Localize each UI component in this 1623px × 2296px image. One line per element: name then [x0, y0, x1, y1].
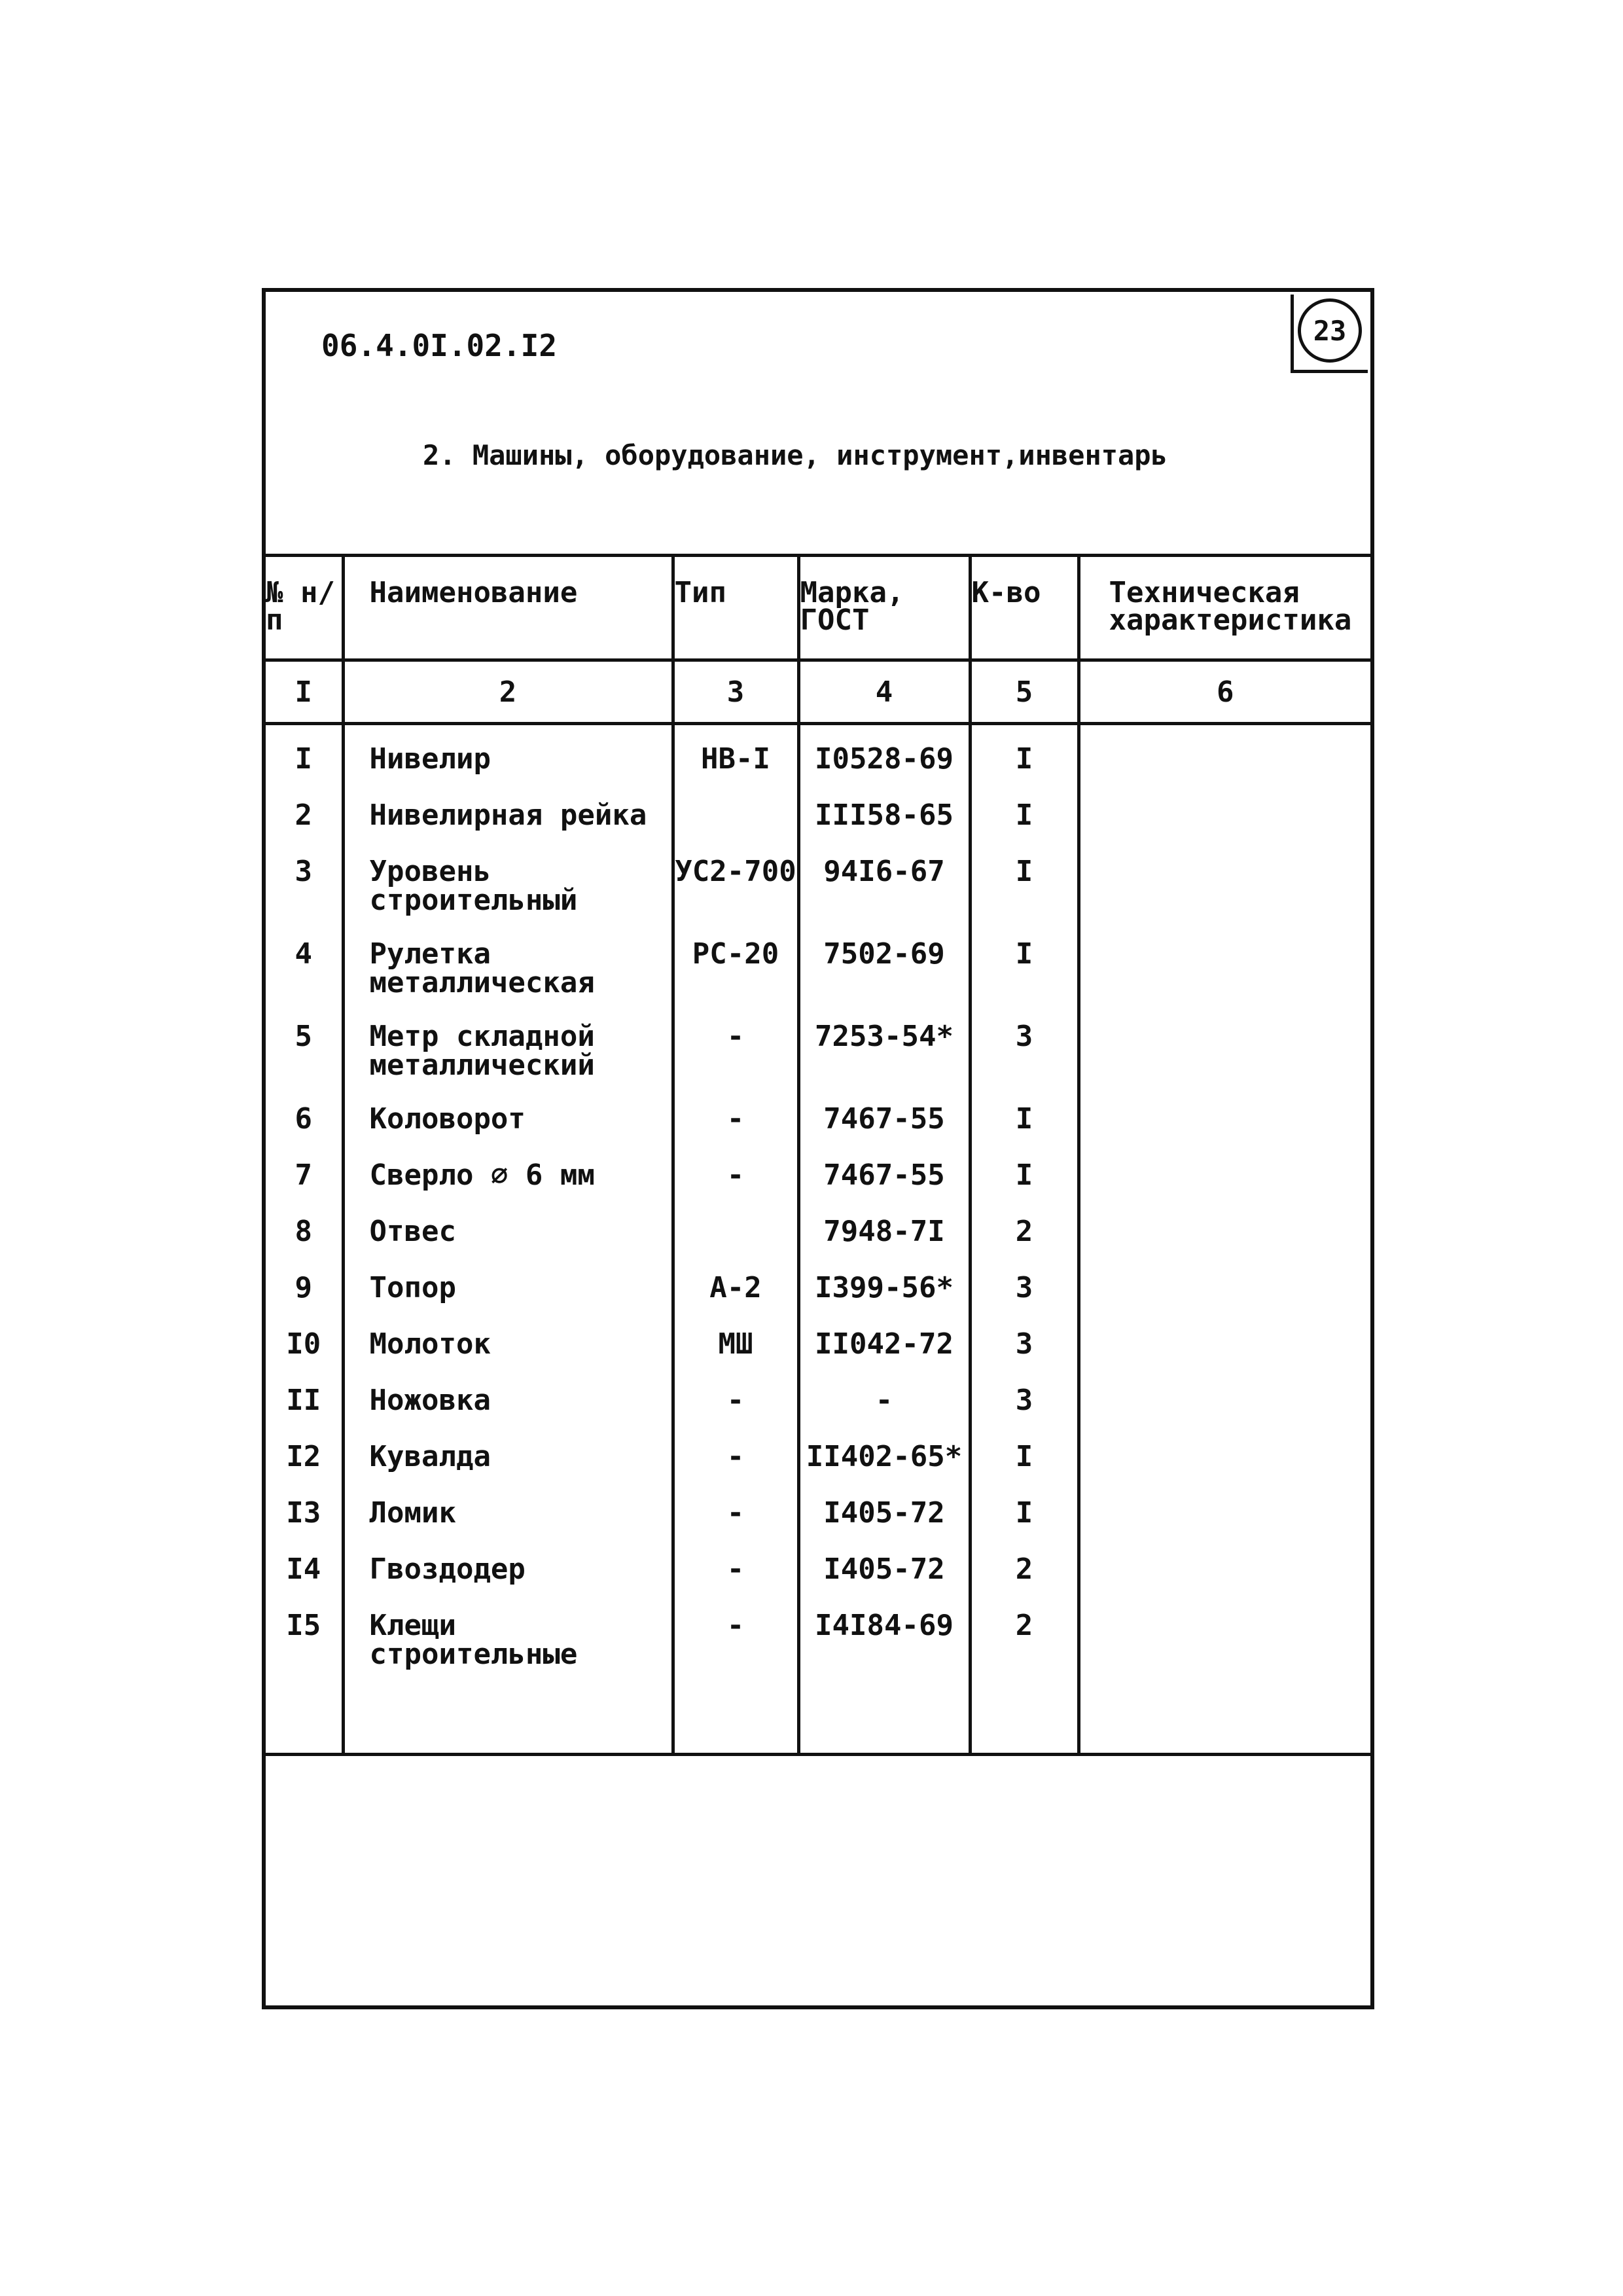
cell-type: УС2-700: [673, 857, 798, 940]
cell-tech: [1079, 1611, 1370, 1694]
cell-type: -: [673, 1105, 798, 1161]
table-row: [266, 1499, 1370, 1555]
cell-qty: 2: [970, 1555, 1079, 1611]
filler-cell: [266, 1694, 343, 1755]
cell-type: -: [673, 1443, 798, 1499]
cell-name: Гвоздодер: [343, 1555, 673, 1611]
cell-mark: III58-65: [798, 801, 970, 857]
cell-no: 5: [294, 1020, 312, 1053]
cell-tech: [1079, 940, 1370, 1022]
cell-mark: 7948-7I: [798, 1217, 970, 1274]
cell-name: Рулетка металлическая: [343, 940, 673, 1022]
footer-area: [266, 1761, 1370, 2003]
cell-qty: I: [970, 1105, 1079, 1161]
cell-no: 6: [294, 1102, 312, 1136]
table-header-row: [266, 556, 1370, 660]
cell-mark: II042-72: [798, 1330, 970, 1386]
table-row: [266, 1105, 1370, 1161]
cell-qty: 3: [970, 1386, 1079, 1443]
cell-no: 4: [294, 937, 312, 971]
cell-tech: [1079, 1555, 1370, 1611]
filler-cell: [673, 1694, 798, 1755]
cell-name: Уровень строительный: [343, 857, 673, 940]
cell-mark: 7502-69: [798, 940, 970, 1022]
table-row: [266, 1274, 1370, 1330]
table-row: [266, 1330, 1370, 1386]
equipment-table: [266, 554, 1370, 1756]
cell-no: I2: [286, 1440, 321, 1473]
column-number: I: [266, 660, 343, 724]
cell-qty: I: [970, 857, 1079, 940]
cell-no: 8: [294, 1215, 312, 1248]
filler-cell: [798, 1694, 970, 1755]
cell-qty: I: [970, 1443, 1079, 1499]
cell-tech: [1079, 1022, 1370, 1105]
cell-type: -: [673, 1022, 798, 1105]
table-body: [266, 724, 1370, 1755]
section-title: 2. Машины, оборудование, инструмент,инвентарь: [423, 439, 1168, 471]
cell-tech: [1079, 1443, 1370, 1499]
cell-no: I5: [286, 1609, 321, 1642]
cell-name: Сверло ∅ 6 мм: [343, 1161, 673, 1217]
table-row: [266, 1022, 1370, 1105]
cell-type: -: [673, 1611, 798, 1694]
cell-no: 9: [294, 1271, 312, 1304]
cell-no: 2: [294, 798, 312, 832]
cell-no: I0: [286, 1327, 321, 1361]
header-type: Тип: [673, 556, 798, 660]
cell-mark: 94I6-67: [798, 857, 970, 940]
cell-name: Ломик: [343, 1499, 673, 1555]
cell-type: НВ-I: [673, 724, 798, 802]
cell-mark: 7467-55: [798, 1161, 970, 1217]
column-number: 4: [798, 660, 970, 724]
cell-no: II: [286, 1384, 321, 1417]
table-row: [266, 724, 1370, 802]
cell-name: Метр складной металлический: [343, 1022, 673, 1105]
cell-tech: [1079, 1161, 1370, 1217]
cell-type: -: [673, 1555, 798, 1611]
cell-no: I3: [286, 1496, 321, 1530]
cell-qty: 2: [970, 1217, 1079, 1274]
table-row: [266, 1217, 1370, 1274]
cell-type: [673, 801, 798, 857]
cell-name: Нивелир: [343, 724, 673, 802]
cell-qty: 2: [970, 1611, 1079, 1694]
cell-tech: [1079, 1105, 1370, 1161]
filler-cell: [1079, 1694, 1370, 1755]
table-row: [266, 1161, 1370, 1217]
filler-cell: [343, 1694, 673, 1755]
cell-no: I4: [286, 1552, 321, 1586]
cell-no: I: [294, 742, 312, 776]
document-sheet: [262, 288, 1374, 2009]
cell-tech: [1079, 857, 1370, 940]
cell-qty: I: [970, 1499, 1079, 1555]
filler-cell: [970, 1694, 1079, 1755]
cell-tech: [1079, 1386, 1370, 1443]
cell-mark: -: [798, 1386, 970, 1443]
cell-type: -: [673, 1386, 798, 1443]
cell-tech: [1079, 1330, 1370, 1386]
cell-mark: I0528-69: [798, 724, 970, 802]
cell-tech: [1079, 1217, 1370, 1274]
cell-type: А-2: [673, 1274, 798, 1330]
header-tech: Техническая характеристика: [1079, 556, 1370, 660]
cell-mark: I4I84-69: [798, 1611, 970, 1694]
cell-qty: I: [970, 724, 1079, 802]
cell-tech: [1079, 1499, 1370, 1555]
cell-qty: 3: [970, 1022, 1079, 1105]
header-no: № н/п: [266, 556, 343, 660]
cell-name: Молоток: [343, 1330, 673, 1386]
header-name: Наименование: [343, 556, 673, 660]
cell-no: 3: [294, 855, 312, 888]
table-row: [266, 801, 1370, 857]
cell-name: Нивелирная рейка: [343, 801, 673, 857]
table-row: [266, 1555, 1370, 1611]
table-row: [266, 1386, 1370, 1443]
cell-qty: 3: [970, 1330, 1079, 1386]
cell-mark: 7467-55: [798, 1105, 970, 1161]
cell-tech: [1079, 724, 1370, 802]
cell-mark: I405-72: [798, 1499, 970, 1555]
cell-name: Клещи строительные: [343, 1611, 673, 1694]
cell-name: Топор: [343, 1274, 673, 1330]
header-mark: Марка, ГОСТ: [798, 556, 970, 660]
column-number: 3: [673, 660, 798, 724]
cell-tech: [1079, 1274, 1370, 1330]
cell-type: РС-20: [673, 940, 798, 1022]
cell-qty: I: [970, 1161, 1079, 1217]
cell-name: Кувалда: [343, 1443, 673, 1499]
cell-name: Отвес: [343, 1217, 673, 1274]
cell-tech: [1079, 801, 1370, 857]
cell-mark: I405-72: [798, 1555, 970, 1611]
table-row: [266, 857, 1370, 940]
column-number: 5: [970, 660, 1079, 724]
cell-qty: I: [970, 940, 1079, 1022]
page-number: 23: [1298, 298, 1362, 363]
cell-name: Коловорот: [343, 1105, 673, 1161]
cell-mark: II402-65*: [798, 1443, 970, 1499]
table-row: [266, 940, 1370, 1022]
table-row: [266, 1611, 1370, 1694]
header-qty: К-во: [970, 556, 1079, 660]
page-number-box: [1291, 295, 1368, 373]
cell-type: -: [673, 1161, 798, 1217]
column-number-row: [266, 660, 1370, 724]
table-row: [266, 1443, 1370, 1499]
cell-qty: 3: [970, 1274, 1079, 1330]
document-code: 06.4.0I.02.I2: [321, 328, 558, 363]
cell-type: -: [673, 1499, 798, 1555]
cell-type: [673, 1217, 798, 1274]
table-filler-row: [266, 1694, 1370, 1755]
cell-no: 7: [294, 1158, 312, 1192]
column-number: 2: [343, 660, 673, 724]
cell-qty: I: [970, 801, 1079, 857]
cell-name: Ножовка: [343, 1386, 673, 1443]
cell-type: МШ: [673, 1330, 798, 1386]
column-number: 6: [1079, 660, 1370, 724]
cell-mark: I399-56*: [798, 1274, 970, 1330]
cell-mark: 7253-54*: [798, 1022, 970, 1105]
